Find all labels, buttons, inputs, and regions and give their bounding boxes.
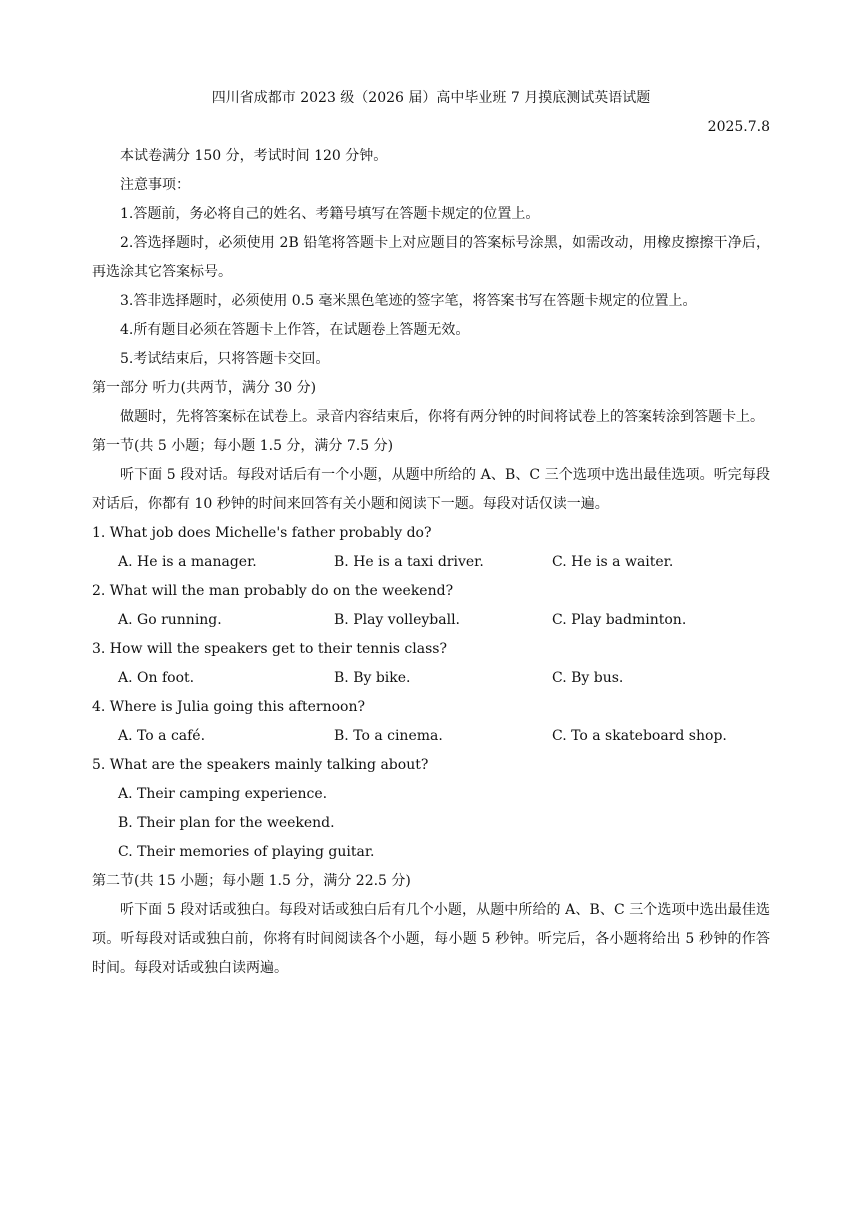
option-c: C. Their memories of playing guitar. [118,844,375,860]
option-b: B. He is a taxi driver. [334,554,484,570]
notice-item: 3.答非选择题时，必须使用 0.5 毫米黑色笔迹的签字笔，将答案书写在答题卡规定的位置上。 [120,293,697,309]
section1-heading: 第一节(共 5 小题；每小题 1.5 分，满分 7.5 分) [92,438,394,454]
notice-item: 5.考试结束后，只将答题卡交回。 [120,351,330,367]
option-a: A. To a café. [118,728,206,744]
option-a: A. Their camping experience. [118,786,328,802]
notice-item: 2.答选择题时，必须使用 2B 铅笔将答题卡上对应题目的答案标号涂黑，如需改动，用橡皮擦擦干净后，再选涂其它答案标号。 [92,235,770,280]
options-row [92,548,770,577]
section1-instruction: 听下面 5 段对话。每段对话后有一个小题，从题中所给的 A、B、C 三个选项中选出最佳选项。听完每段对话后，你都有 10 秒钟的时间来回答有关小题和阅读下一题。每段对话仅读一遍。 [92,467,770,512]
option-b: B. By bike. [334,670,411,686]
score-time-line: 本试卷满分 150 分，考试时间 120 分钟。 [120,148,388,164]
option-b: B. Play volleyball. [334,612,460,628]
option-b: B. Their plan for the weekend. [118,815,335,831]
option-a: A. On foot. [118,670,195,686]
section2-instruction: 听下面 5 段对话或独白。每段对话或独白后有几个小题，从题中所给的 A、B、C 三个选项中选出最佳选项。听每段对话或独白前，你将有时间阅读各个小题，每小题 5 秒钟。听完后，各小题将给出 5 秒钟的作答时间。每段对话或独白读两遍。 [92,902,770,976]
part1-heading: 第一部分 听力(共两节，满分 30 分) [92,380,317,396]
option-a: A. He is a manager. [118,554,257,570]
options-row [92,606,770,635]
question-text: 1. What job does Michelle's father probably do? [92,525,432,541]
option-c: C. Play badminton. [552,612,687,628]
options-row [92,664,770,693]
question-text: 2. What will the man probably do on the weekend? [92,583,454,599]
option-c: C. By bus. [552,670,624,686]
question-text: 3. How will the speakers get to their tennis class? [92,641,447,657]
part1-instruction: 做题时，先将答案标在试卷上。录音内容结束后，你将有两分钟的时间将试卷上的答案转涂到答题卡上。 [120,409,764,425]
option-a: A. Go running. [118,612,222,628]
options-row [92,722,770,751]
notice-item: 1.答题前，务必将自己的姓名、考籍号填写在答题卡规定的位置上。 [120,206,540,222]
exam-page [92,84,770,983]
section2-heading: 第二节(共 15 小题；每小题 1.5 分，满分 22.5 分) [92,873,411,889]
option-b: B. To a cinema. [334,728,443,744]
question-text: 4. Where is Julia going this afternoon? [92,699,365,715]
option-c: C. To a skateboard shop. [552,728,727,744]
question-text: 5. What are the speakers mainly talking about? [92,757,429,773]
exam-date: 2025.7.8 [707,119,770,135]
notice-title: 注意事项： [120,177,190,193]
notice-item: 4.所有题目必须在答题卡上作答，在试题卷上答题无效。 [120,322,470,338]
exam-title: 四川省成都市 2023 级（2026 届）高中毕业班 7 月摸底测试英语试题 [211,90,651,106]
option-c: C. He is a waiter. [552,554,674,570]
